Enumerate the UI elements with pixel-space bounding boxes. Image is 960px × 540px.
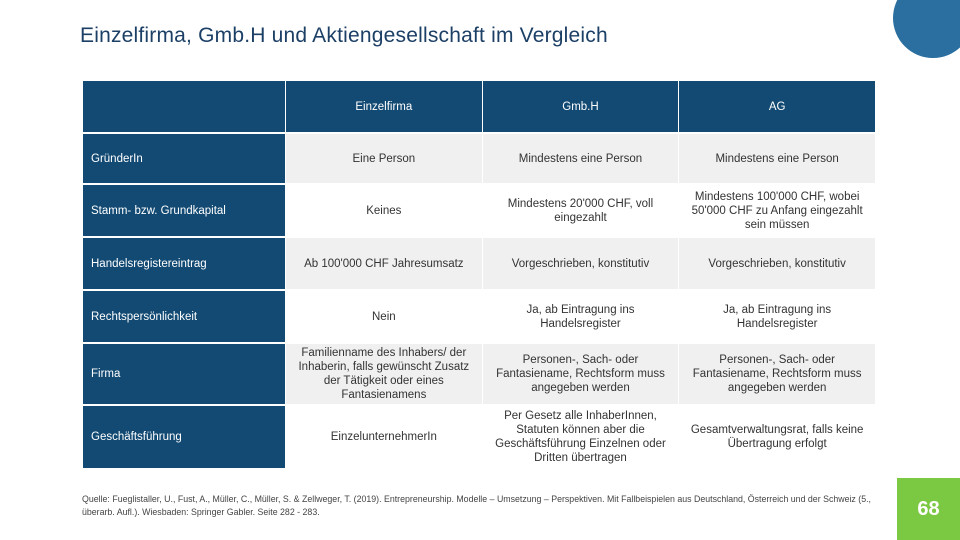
table-cell: Mindestens 20'000 CHF, voll eingezahlt [483, 185, 679, 236]
table-cell: Gesamtverwaltungsrat, falls keine Übertragung erfolgt [679, 406, 875, 468]
table-cell: Vorgeschrieben, konstitutiv [483, 238, 679, 289]
table-cell: Mindestens eine Person [679, 134, 875, 183]
table-cell: Nein [286, 291, 482, 342]
table-row [83, 134, 875, 183]
header-ag: AG [679, 81, 875, 132]
row-label: GründerIn [83, 134, 285, 183]
table-cell: Ja, ab Eintragung ins Handelsregister [483, 291, 679, 342]
header-einzelfirma: Einzelfirma [286, 81, 482, 132]
row-label: Handelsregistereintrag [83, 238, 285, 289]
table-cell: EinzelunternehmerIn [286, 406, 482, 468]
decorative-circle [893, 0, 960, 58]
table-row [83, 238, 875, 289]
row-label: Geschäftsführung [83, 406, 285, 468]
header-corner-cell [83, 81, 285, 132]
table-row [83, 185, 875, 236]
table-cell: Ab 100'000 CHF Jahresumsatz [286, 238, 482, 289]
table-cell: Eine Person [286, 134, 482, 183]
table-cell: Keines [286, 185, 482, 236]
table-cell: Personen-, Sach- oder Fantasiename, Rechtsform muss angegeben werden [483, 344, 679, 404]
table-cell: Mindestens eine Person [483, 134, 679, 183]
page-number: 68 [917, 497, 940, 520]
table-row [83, 344, 875, 404]
page-number-badge [897, 478, 960, 540]
page-title: Einzelfirma, Gmb.H und Aktiengesellschaft im Vergleich [80, 24, 608, 47]
table-cell: Personen-, Sach- oder Fantasiename, Rechtsform muss angegeben werden [679, 344, 875, 404]
source-citation: Quelle: Fueglistaller, U., Fust, A., Müller, C., Müller, S. & Zellweger, T. (2019). Entrepreneurship. Modelle – Umsetzung – Perspektiven. Mit Fallbeispielen aus Deutschland, Österreich und der Schweiz (5., überarb. Aufl.). Wiesbaden: Springer Gabler. Seite 282 - 283. [82, 494, 871, 517]
row-label: Stamm- bzw. Grundkapital [83, 185, 285, 236]
table-row [83, 291, 875, 342]
table-header-row [83, 81, 875, 132]
table-cell: Per Gesetz alle InhaberInnen, Statuten können aber die Geschäftsführung Einzelnen oder Dritten übertragen [483, 406, 679, 468]
row-label: Firma [83, 344, 285, 404]
header-gmbh: Gmb.H [483, 81, 679, 132]
comparison-table [82, 79, 876, 470]
table-cell: Mindestens 100'000 CHF, wobei 50'000 CHF zu Anfang eingezahlt sein müssen [679, 185, 875, 236]
table-row [83, 406, 875, 468]
row-label: Rechtspersönlichkeit [83, 291, 285, 342]
table-cell: Ja, ab Eintragung ins Handelsregister [679, 291, 875, 342]
table-cell: Vorgeschrieben, konstitutiv [679, 238, 875, 289]
table-cell: Familienname des Inhabers/ der Inhaberin, falls gewünscht Zusatz der Tätigkeit oder eines Fantasienamens [286, 344, 482, 404]
